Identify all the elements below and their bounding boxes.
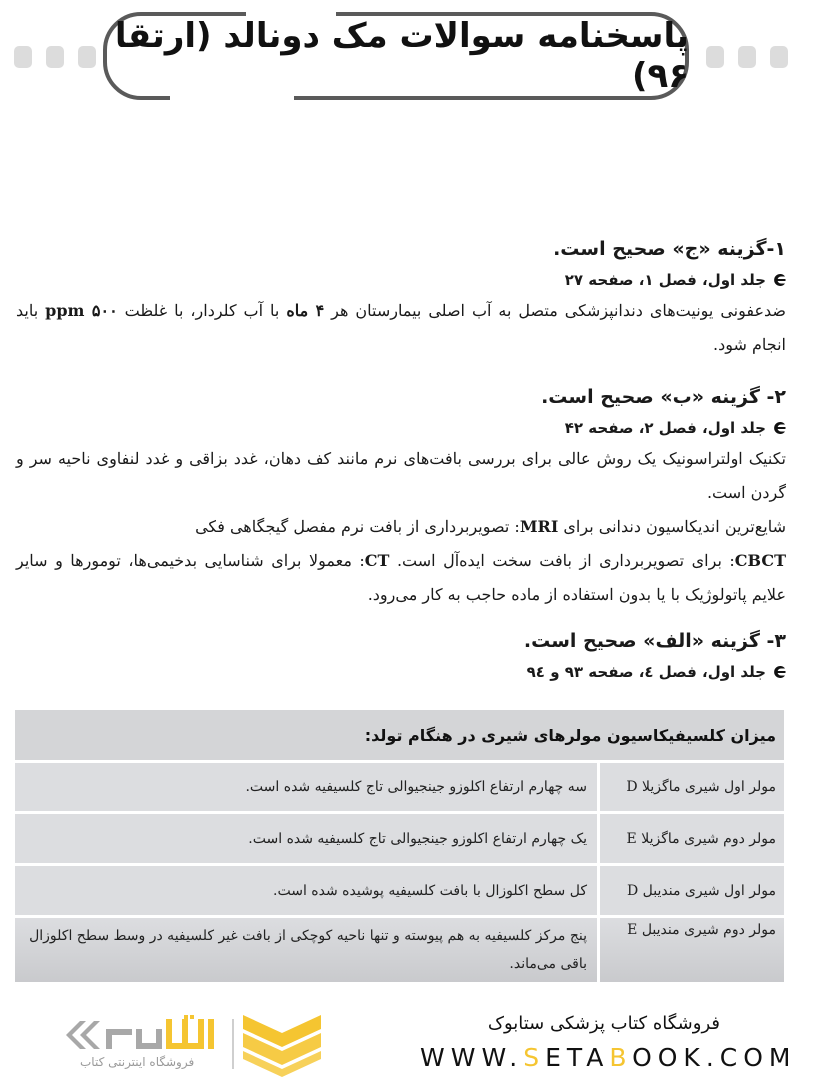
dot	[14, 46, 32, 68]
text-run: شایع‌ترین اندیکاسیون دندانی برای	[558, 517, 786, 536]
text-run: : معمولا برای شناسایی بدخیمی‌ها، تومورها و سایر علایم پاتولوژیک با یا بدون استفاده از ماده حاجب به کار می‌رود.	[16, 551, 786, 604]
logo-divider	[232, 1019, 234, 1069]
shop-url[interactable]	[420, 1043, 796, 1072]
url-text: OOK.COM	[632, 1043, 797, 1072]
text-run: با آب کلردار، با غلظت	[117, 301, 287, 320]
dot	[770, 46, 788, 68]
text-run: باید انجام شود.	[16, 301, 786, 354]
paragraph: تکنیک اولتراسونیک یک روش عالی برای بررسی بافت‌های نرم مانند کف دهان، غدد بزاقی و غدد لنفاوی ناحیه سر و گردن است.	[16, 449, 786, 502]
description-cell: یک چهارم ارتفاع اکلوزو جینجیوالی تاج کلسیفیه شده است.	[15, 814, 597, 863]
table-row	[15, 763, 784, 811]
text-run: ضدعفونی یونیت‌های دندانپزشکی متصل به آب اصلی بیمارستان هر	[324, 301, 786, 320]
dot	[706, 46, 724, 68]
dot	[46, 46, 64, 68]
table-row	[15, 866, 784, 915]
title-banner	[0, 0, 820, 110]
footer-branding	[0, 1005, 820, 1079]
book-reference-icon	[772, 273, 786, 287]
paragraph	[16, 544, 786, 612]
logo-subtitle: فروشگاه اینترنتی کتاب	[80, 1055, 195, 1069]
description-cell: پنج مرکز کلسیفیه به هم پیوسته و تنها ناحیه کوچکی از بافت غیر کلسیفیه در وسط سطح اکلوزال باقی می‌ماند.	[15, 918, 597, 982]
decorative-dots-right	[706, 46, 788, 68]
tooth-cell: مولر دوم شیری ماگزیلا E	[600, 814, 784, 863]
url-highlight: S	[523, 1043, 546, 1072]
book-reference-icon	[772, 665, 786, 679]
chevron-logo-icon	[243, 1015, 321, 1077]
page-title: پاسخنامه سوالات مک دونالد (ارتقا ۹۶)	[114, 16, 689, 96]
url-text: WWW.	[420, 1043, 524, 1072]
answer-explanation	[16, 294, 786, 362]
description-cell: سه چهارم ارتفاع اکلوزو جینجیوالی تاج کلسیفیه شده است.	[15, 763, 597, 811]
reference-line	[16, 660, 786, 684]
table-title: میزان کلسیفیکاسیون مولرهای شیری در هنگام تولد:	[15, 710, 784, 760]
tooth-cell: مولر اول شیری مندیبل D	[600, 866, 784, 915]
tooth-cell: مولر اول شیری ماگزیلا D	[600, 763, 784, 811]
answer-explanation	[16, 442, 786, 612]
answer-1	[16, 236, 786, 362]
table-row	[15, 814, 784, 863]
reference-text: جلد اول، فصل ٤، صفحه ۹۳ و ۹٤	[526, 663, 766, 681]
bold-text: CT	[364, 551, 390, 570]
bold-text: ۴ ماه	[286, 301, 325, 320]
text-run: : برای تصویربرداری از بافت سخت ایده‌آل است.	[389, 551, 735, 570]
url-highlight: B	[609, 1043, 633, 1072]
description-cell: کل سطح اکلوزال با بافت کلسیفیه پوشیده شده است.	[15, 866, 597, 915]
shop-name: فروشگاه کتاب پزشکی ستابوک	[487, 1013, 720, 1034]
url-text: ETA	[545, 1043, 610, 1072]
bold-text: ۵۰۰ ppm	[45, 301, 118, 320]
decorative-dots-left	[14, 46, 96, 68]
reference-line	[16, 268, 786, 292]
answer-3	[16, 628, 786, 684]
calcification-table	[15, 710, 784, 982]
setabook-logo-wordmark-icon	[62, 1015, 228, 1055]
dot	[738, 46, 756, 68]
reference-line	[16, 416, 786, 440]
text-run: : تصویربرداری از بافت نرم مفصل گیجگاهی فکی	[195, 517, 520, 536]
answer-heading: ۱-گزینه «ج» صحیح است.	[553, 238, 786, 260]
answer-heading: ۳- گزینه «الف» صحیح است.	[523, 630, 786, 652]
book-reference-icon	[772, 421, 786, 435]
reference-text: جلد اول، فصل ۱، صفحه ۲۷	[564, 271, 766, 289]
dot	[78, 46, 96, 68]
paragraph	[16, 510, 786, 544]
answer-heading: ۲- گزینه «ب» صحیح است.	[541, 386, 786, 408]
bold-text: MRI	[519, 517, 559, 536]
answer-2	[16, 384, 786, 612]
tooth-cell: مولر دوم شیری مندیبل E	[600, 918, 784, 982]
reference-text: جلد اول، فصل ۲، صفحه ۴۲	[564, 419, 766, 437]
bold-text: CBCT	[734, 551, 786, 570]
table-row	[15, 918, 784, 982]
